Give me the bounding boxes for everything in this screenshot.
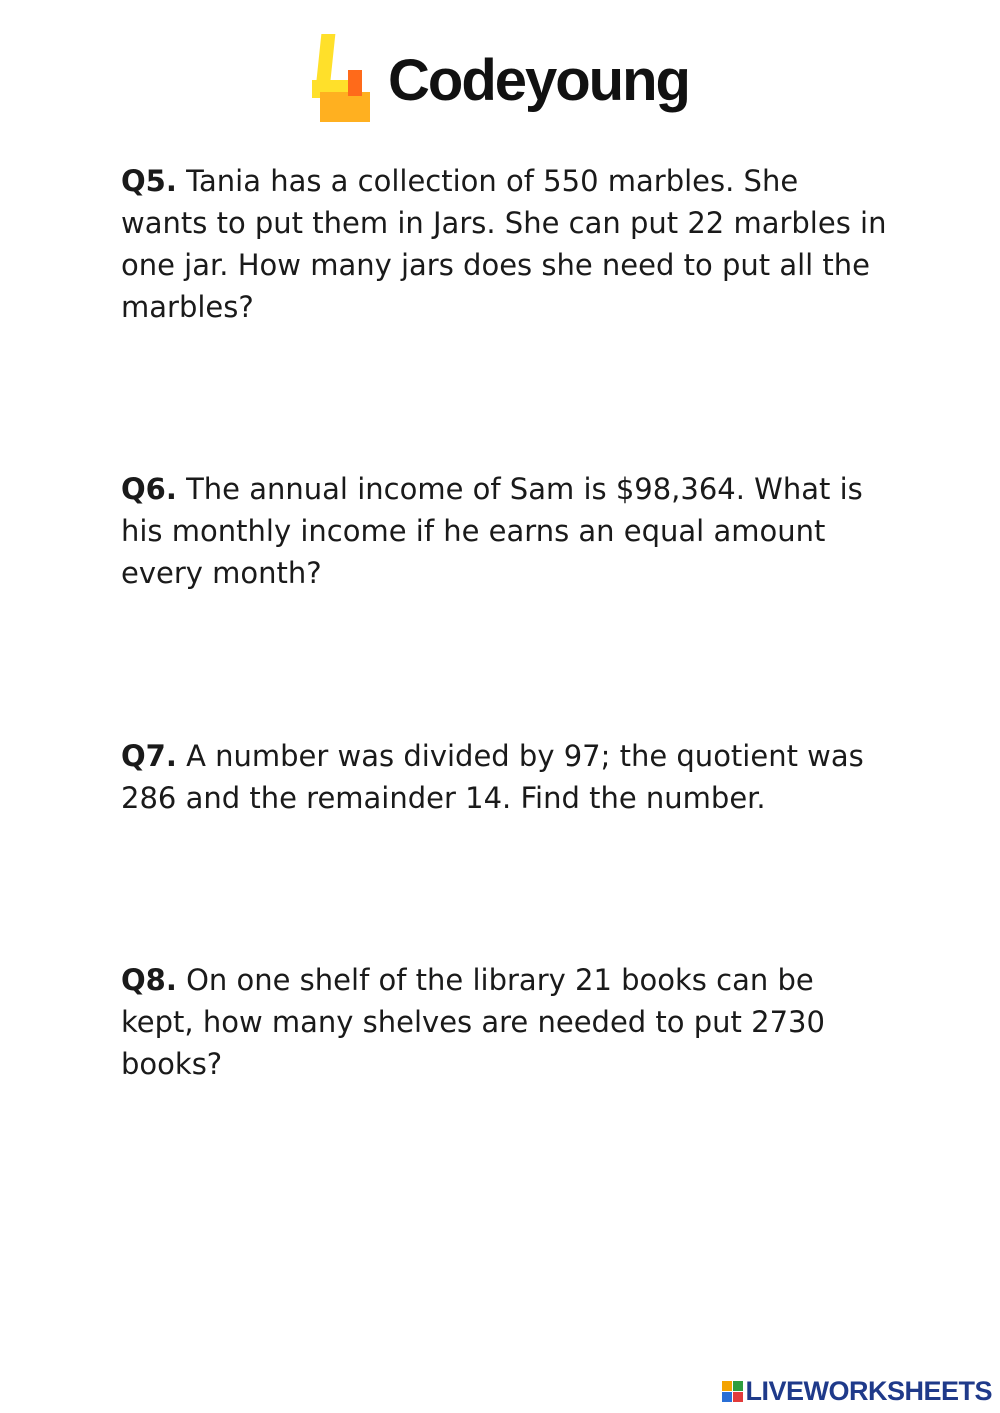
question-number: Q5. [121, 164, 177, 198]
question-q8 [121, 959, 891, 1085]
question-number: Q6. [121, 472, 177, 506]
liveworksheets-logo-icon [722, 1381, 743, 1402]
liveworksheets-watermark [722, 1376, 992, 1407]
question-q7 [121, 735, 891, 819]
watermark-text: LIVEWORKSHEETS [745, 1376, 992, 1406]
logo-wordmark: Codeyoung [388, 47, 689, 113]
question-text: Tania has a collection of 550 marbles. She wants to put them in Jars. She can put 22 marbles in one jar. How many jars does she need to put all the marbles? [121, 164, 887, 324]
question-q5 [121, 160, 891, 328]
question-number: Q8. [121, 963, 177, 997]
question-number: Q7. [121, 739, 177, 773]
codeyoung-logo [310, 30, 689, 130]
codeyoung-logo-mark-icon [310, 34, 374, 126]
question-q6 [121, 468, 891, 594]
question-text: The annual income of Sam is $98,364. What is his monthly income if he earns an equal amount every month? [121, 472, 863, 590]
question-text: On one shelf of the library 21 books can be kept, how many shelves are needed to put 2730 books? [121, 963, 825, 1081]
question-text: A number was divided by 97; the quotient was 286 and the remainder 14. Find the number. [121, 739, 864, 815]
